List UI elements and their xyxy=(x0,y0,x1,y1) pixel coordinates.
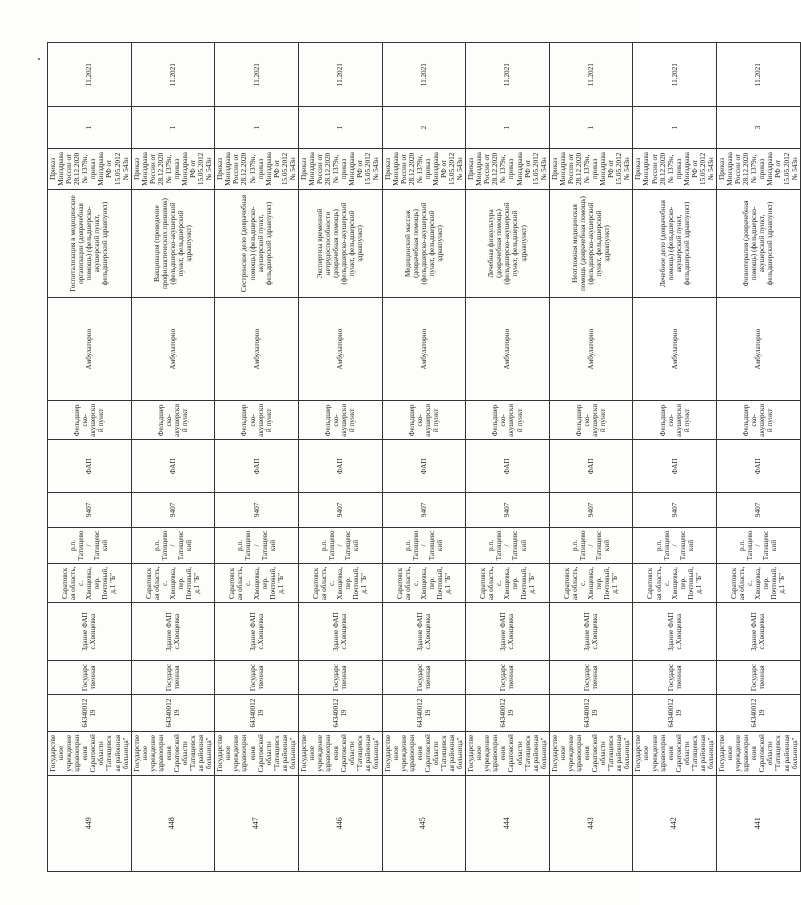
cell-ownership: Государственная xyxy=(131,660,215,694)
cell-org: Государственное учреждение здравоохранения Саратовской области "Татищевская районная больница" xyxy=(298,731,382,775)
cell-profile: Фельдшерско-акушерский пункт xyxy=(48,401,132,440)
cell-okato: 9407 xyxy=(466,493,550,527)
cell-ownership: Государственная xyxy=(717,660,801,694)
cell-qty: 1 xyxy=(633,107,717,148)
table-row xyxy=(48,43,132,872)
cell-date: 11.2021 xyxy=(466,43,550,107)
cell-region: р.п. Татищево/Татищевский xyxy=(466,527,550,564)
cell-address: Саратовская область, с. Хвощевка, пер. Почтовый, д.1 "Б" xyxy=(298,564,382,603)
cell-okato: 9407 xyxy=(298,493,382,527)
cell-org: Государственное учреждение здравоохранения Саратовской области "Татищевская районная больница" xyxy=(633,731,717,775)
cell-type: ФАП xyxy=(633,440,717,493)
cell-date: 11.2021 xyxy=(298,43,382,107)
cell-order: Приказ Минздрава России от 28.12.2020 № 1379н, приказ Минздрава РФ от 15.05.2012 № 543н xyxy=(215,148,299,189)
cell-building: Здание ФАП с.Хвощевка xyxy=(131,603,215,660)
cell-org: Государственное учреждение здравоохранения Саратовской области "Татищевская районная больница" xyxy=(382,731,466,775)
cell-qty: 3 xyxy=(717,107,801,148)
cell-type: ФАП xyxy=(549,440,633,493)
cell-address: Саратовская область, с. Хвощевка, пер. Почтовый, д.1 "Б" xyxy=(215,564,299,603)
cell-qty: 1 xyxy=(131,107,215,148)
cell-okato: 9407 xyxy=(633,493,717,527)
cell-care-form: Амбулаторно xyxy=(48,297,132,400)
cell-profile: Фельдшерско-акушерский пункт xyxy=(382,401,466,440)
cell-qty: 2 xyxy=(382,107,466,148)
cell-ownership: Государственная xyxy=(215,660,299,694)
cell-activity: Госпитализация в медицинские организации (доврачебная помощь) (фельдшерско-акушерский пункт, фельдшерский здравпункт) xyxy=(48,190,132,298)
cell-care-form: Амбулаторно xyxy=(633,297,717,400)
cell-inn: 6434001219 xyxy=(382,695,466,732)
cell-region: р.п. Татищево/Татищевский xyxy=(215,527,299,564)
table-row xyxy=(466,43,550,872)
cell-ownership: Государственная xyxy=(298,660,382,694)
table-row xyxy=(717,43,801,872)
cell-okato: 9407 xyxy=(215,493,299,527)
cell-region: р.п. Татищево/Татищевский xyxy=(48,527,132,564)
cell-date: 11.2021 xyxy=(48,43,132,107)
cell-type: ФАП xyxy=(382,440,466,493)
cell-profile: Фельдшерско-акушерский пункт xyxy=(466,401,550,440)
cell-qty: 1 xyxy=(466,107,550,148)
cell-date: 11.2021 xyxy=(215,43,299,107)
cell-profile: Фельдшерско-акушерский пункт xyxy=(633,401,717,440)
table-row xyxy=(298,43,382,872)
cell-inn: 6434001219 xyxy=(215,695,299,732)
cell-order: Приказ Минздрава России от 28.12.2020 № 1379н, приказ Минздрава РФ от 15.05.2012 № 543н xyxy=(717,148,801,189)
cell-order: Приказ Минздрава России от 28.12.2020 № 1379н, приказ Минздрава РФ от 15.05.2012 № 543н xyxy=(131,148,215,189)
cell-org: Государственное учреждение здравоохранения Саратовской области "Татищевская районная больница" xyxy=(215,731,299,775)
cell-profile: Фельдшерско-акушерский пункт xyxy=(215,401,299,440)
cell-care-form: Амбулаторно xyxy=(298,297,382,400)
cell-care-form: Амбулаторно xyxy=(717,297,801,400)
cell-inn: 6434001219 xyxy=(633,695,717,732)
cell-region: р.п. Татищево/Татищевский xyxy=(549,527,633,564)
cell-order: Приказ Минздрава России от 28.12.2020 № 1379н, приказ Минздрава РФ от 15.05.2012 № 543н xyxy=(549,148,633,189)
cell-address: Саратовская область, с. Хвощевка, пер. Почтовый, д.1 "Б" xyxy=(382,564,466,603)
cell-building: Здание ФАП с.Хвощевка xyxy=(717,603,801,660)
cell-activity: Неотложная медицинская помощь (доврачебная помощь) (фельдшерско-акушерский пункт, фельдшерский здравпункт) xyxy=(549,190,633,298)
cell-region: р.п. Татищево/Татищевский xyxy=(717,527,801,564)
cell-building: Здание ФАП с.Хвощевка xyxy=(298,603,382,660)
cell-okato: 9407 xyxy=(717,493,801,527)
scan-speck xyxy=(38,58,40,60)
cell-care-form: Амбулаторно xyxy=(382,297,466,400)
cell-activity: Медицинский массаж (доврачебная помощь) (фельдшерско-акушерский пункт, фельдшерский здравпункт) xyxy=(382,190,466,298)
cell-activity: Сестринское дело (доврачебная помощь) (фельдшерско-акушерский пункт, фельдшерский здравпункт) xyxy=(215,190,299,298)
cell-okato: 9407 xyxy=(549,493,633,527)
record-number-cell: 441 xyxy=(717,775,801,871)
table-row xyxy=(131,43,215,872)
cell-qty: 1 xyxy=(298,107,382,148)
cell-date: 11.2021 xyxy=(633,43,717,107)
cell-org: Государственное учреждение здравоохранения Саратовской области "Татищевская районная больница" xyxy=(48,731,132,775)
cell-org: Государственное учреждение здравоохранения Саратовской области "Татищевская районная больница" xyxy=(549,731,633,775)
cell-address: Саратовская область, с. Хвощевка, пер. Почтовый, д.1 "Б" xyxy=(48,564,132,603)
table-row xyxy=(633,43,717,872)
cell-qty: 1 xyxy=(215,107,299,148)
record-number-cell: 444 xyxy=(466,775,550,871)
cell-org: Государственное учреждение здравоохранения Саратовской области "Татищевская районная больница" xyxy=(466,731,550,775)
cell-care-form: Амбулаторно xyxy=(466,297,550,400)
cell-region: р.п. Татищево/Татищевский xyxy=(382,527,466,564)
cell-type: ФАП xyxy=(466,440,550,493)
cell-building: Здание ФАП с.Хвощевка xyxy=(215,603,299,660)
record-number-cell: 447 xyxy=(215,775,299,871)
cell-profile: Фельдшерско-акушерский пункт xyxy=(717,401,801,440)
cell-inn: 6434001219 xyxy=(131,695,215,732)
cell-address: Саратовская область, с. Хвощевка, пер. Почтовый, д.1 "Б" xyxy=(633,564,717,603)
cell-type: ФАП xyxy=(717,440,801,493)
cell-okato: 9407 xyxy=(131,493,215,527)
cell-address: Саратовская область, с. Хвощевка, пер. Почтовый, д.1 "Б" xyxy=(131,564,215,603)
cell-okato: 9407 xyxy=(48,493,132,527)
cell-profile: Фельдшерско-акушерский пункт xyxy=(549,401,633,440)
cell-profile: Фельдшерско-акушерский пункт xyxy=(298,401,382,440)
cell-type: ФАП xyxy=(298,440,382,493)
cell-okato: 9407 xyxy=(382,493,466,527)
record-number-cell: 446 xyxy=(298,775,382,871)
cell-order: Приказ Минздрава России от 28.12.2020 № 1379н, приказ Минздрава РФ от 15.05.2012 № 543н xyxy=(298,148,382,189)
cell-building: Здание ФАП с.Хвощевка xyxy=(48,603,132,660)
cell-activity: Лечебная физкультура (доврачебная помощь) (фельдшерско-акушерский пункт, фельдшерский здравпункт) xyxy=(466,190,550,298)
registry-table xyxy=(47,42,801,872)
cell-profile: Фельдшерско-акушерский пункт xyxy=(131,401,215,440)
cell-care-form: Амбулаторно xyxy=(549,297,633,400)
table-row xyxy=(215,43,299,872)
cell-date: 11.2021 xyxy=(549,43,633,107)
cell-type: ФАП xyxy=(131,440,215,493)
cell-address: Саратовская область, с. Хвощевка, пер. Почтовый, д.1 "Б" xyxy=(549,564,633,603)
record-number-cell: 445 xyxy=(382,775,466,871)
cell-inn: 6434001219 xyxy=(549,695,633,732)
record-number-cell: 442 xyxy=(633,775,717,871)
cell-building: Здание ФАП с.Хвощевка xyxy=(466,603,550,660)
cell-care-form: Амбулаторно xyxy=(131,297,215,400)
cell-ownership: Государственная xyxy=(48,660,132,694)
cell-inn: 6434001219 xyxy=(717,695,801,732)
rotated-table-wrapper xyxy=(47,42,799,872)
cell-order: Приказ Минздрава России от 28.12.2020 № 1379н, приказ Минздрава РФ от 15.05.2012 № 543н xyxy=(48,148,132,189)
cell-ownership: Государственная xyxy=(633,660,717,694)
cell-order: Приказ Минздрава России от 28.12.2020 № 1379н, приказ Минздрава РФ от 15.05.2012 № 543н xyxy=(382,148,466,189)
cell-date: 11.2021 xyxy=(131,43,215,107)
cell-qty: 1 xyxy=(549,107,633,148)
cell-address: Саратовская область, с. Хвощевка, пер. Почтовый, д.1 "Б" xyxy=(717,564,801,603)
cell-region: р.п. Татищево/Татищевский xyxy=(131,527,215,564)
cell-region: р.п. Татищево/Татищевский xyxy=(298,527,382,564)
cell-order: Приказ Минздрава России от 28.12.2020 № 1379н, приказ Минздрава РФ от 15.05.2012 № 543н xyxy=(466,148,550,189)
cell-care-form: Амбулаторно xyxy=(215,297,299,400)
cell-region: р.п. Татищево/Татищевский xyxy=(633,527,717,564)
cell-ownership: Государственная xyxy=(382,660,466,694)
cell-order: Приказ Минздрава России от 28.12.2020 № 1379н, приказ Минздрава РФ от 15.05.2012 № 543н xyxy=(633,148,717,189)
cell-building: Здание ФАП с.Хвощевка xyxy=(382,603,466,660)
cell-date: 11.2021 xyxy=(382,43,466,107)
cell-org: Государственное учреждение здравоохранения Саратовской области "Татищевская районная больница" xyxy=(131,731,215,775)
cell-type: ФАП xyxy=(48,440,132,493)
cell-ownership: Государственная xyxy=(466,660,550,694)
cell-org: Государственное учреждение здравоохранения Саратовской области "Татищевская районная больница" xyxy=(717,731,801,775)
record-number-cell: 443 xyxy=(549,775,633,871)
cell-activity: Физиотерапия (доврачебная помощь) (фельдшерско-акушерский пункт, фельдшерский здравпункт) xyxy=(717,190,801,298)
cell-ownership: Государственная xyxy=(549,660,633,694)
cell-inn: 6434001219 xyxy=(298,695,382,732)
cell-activity: Лечебное дело (доврачебная помощь) (фельдшерско-акушерский пункт, фельдшерский здравпункт) xyxy=(633,190,717,298)
cell-building: Здание ФАП с.Хвощевка xyxy=(633,603,717,660)
table-row xyxy=(549,43,633,872)
record-number-cell: 449 xyxy=(48,775,132,871)
cell-activity: Вакцинация (проведение профилактических прививок) (фельдшерско-акушерский пункт, фельдшерский здравпункт) xyxy=(131,190,215,298)
cell-address: Саратовская область, с. Хвощевка, пер. Почтовый, д.1 "Б" xyxy=(466,564,550,603)
cell-date: 11.2021 xyxy=(717,43,801,107)
record-number-cell: 448 xyxy=(131,775,215,871)
cell-qty: 1 xyxy=(48,107,132,148)
table-row xyxy=(382,43,466,872)
cell-activity: Экспертиза временной нетрудоспособности (доврачебная помощь) (фельдшерско-акушерский пункт, фельдшерский здравпункт) xyxy=(298,190,382,298)
cell-type: ФАП xyxy=(215,440,299,493)
cell-inn: 6434001219 xyxy=(466,695,550,732)
cell-inn: 6434001219 xyxy=(48,695,132,732)
cell-building: Здание ФАП с.Хвощевка xyxy=(549,603,633,660)
